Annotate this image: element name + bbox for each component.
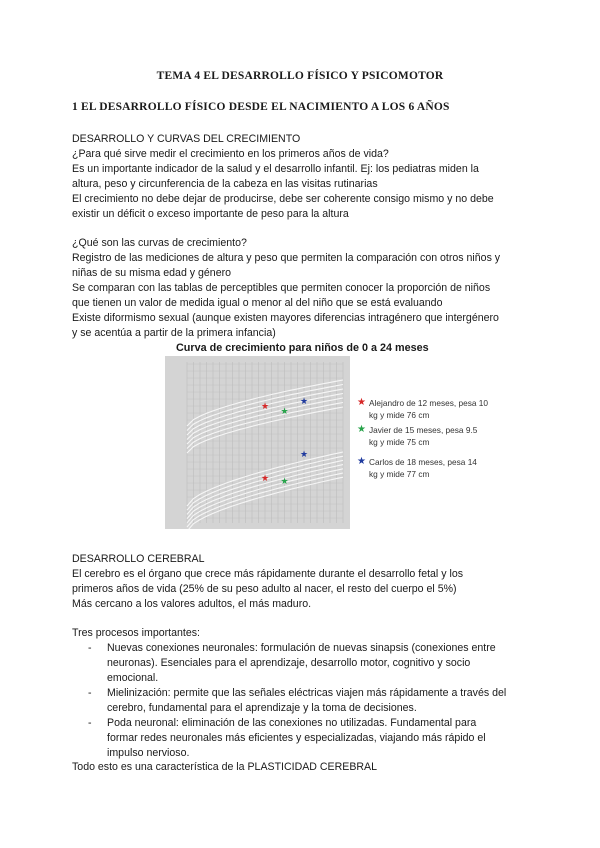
paragraph-line: Más cercano a los valores adultos, el más maduro. (72, 598, 312, 610)
list-item-line: impulso nervioso. (107, 747, 190, 759)
list-item (88, 641, 558, 686)
height-point-carlos: ★ (299, 397, 309, 407)
growth-section (72, 132, 542, 222)
legend-line: kg y mide 77 cm (369, 468, 430, 479)
paragraph-line: altura, peso y circunferencia de la cabeza en las visitas rutinarias (72, 178, 378, 190)
legend-line: Carlos de 18 meses, pesa 14 (369, 457, 477, 467)
list-dash: - (88, 642, 92, 654)
legend-item-alejandro (357, 398, 497, 421)
paragraph-line: Se comparan con las tablas de perceptibles que permiten conocer la proporción de niños (72, 282, 491, 294)
paragraph-line: ¿Para qué sirve medir el crecimiento en los primeros años de vida? (72, 148, 389, 160)
paragraph-line: Registro de las mediciones de altura y peso que permiten la comparación con otros niños y (72, 252, 501, 264)
list-dash: - (88, 687, 92, 699)
paragraph-line: existir un déficit o exceso importante de peso para la altura (72, 208, 349, 220)
paragraph-line: que tienen un valor de medida igual o menor al del niño que se está evaluando (72, 297, 443, 309)
processes-intro (72, 626, 542, 641)
curves-section (72, 236, 542, 341)
legend-line: Alejandro de 12 meses, pesa 10 (369, 398, 489, 408)
list-item-line: emocional. (107, 672, 159, 684)
height-point-javier: ★ (280, 407, 289, 417)
legend-line: kg y mide 75 cm (369, 436, 430, 447)
page-title: TEMA 4 EL DESARROLLO FÍSICO Y PSICOMOTOR (156, 70, 444, 82)
curves-question: ¿Qué son las curvas de crecimiento? (72, 237, 247, 249)
list-item-line: cerebro, fundamental para el aprendizaje y la toma de decisiones. (107, 702, 417, 714)
figure-title: Curva de crecimiento para niños de 0 a 24 meses (176, 342, 429, 354)
weight-point-javier: ★ (280, 477, 289, 487)
brain-section (72, 552, 542, 612)
processes-list (88, 641, 558, 761)
paragraph-line: El cerebro es el órgano que crece más rápidamente durante el desarrollo fetal y los (72, 568, 464, 580)
height-point-alejandro: ★ (260, 402, 270, 412)
paragraph-line: primeros años de vida (25% de su peso adulto al nacer, el resto del cuerpo el 5%) (72, 583, 457, 595)
closing-section (72, 760, 542, 775)
growth-chart (165, 356, 350, 529)
list-item-line: Nuevas conexiones neuronales: formulación de nuevas sinapsis (conexiones entre (107, 642, 496, 654)
legend-item-carlos (357, 457, 497, 480)
list-item-line: Mielinización: permite que las señales eléctricas viajen más rápidamente a través del (107, 687, 507, 699)
closing-line: Todo esto es una característica de la PLASTICIDAD CEREBRAL (72, 761, 377, 773)
list-item-line: formar redes neuronales más eficientes y especializadas, viajando más rápido el (107, 732, 486, 744)
star-icon: ★ (357, 424, 366, 435)
paragraph-line: Es un importante indicador de la salud y el desarrollo infantil. Ej: los pediatras miden la (72, 163, 479, 175)
list-item-line: Poda neuronal: eliminación de las conexiones no utilizadas. Fundamental para (107, 717, 477, 729)
paragraph-line: El crecimiento no debe dejar de producirse, debe ser coherente consigo mismo y no debe (72, 193, 494, 205)
list-item (88, 716, 558, 761)
section-title: 1 EL DESARROLLO FÍSICO DESDE EL NACIMIENTO A LOS 6 AÑOS (72, 101, 450, 113)
growth-heading: DESARROLLO Y CURVAS DEL CRECIMIENTO (72, 133, 301, 145)
legend-line: kg y mide 76 cm (369, 409, 430, 420)
list-item (88, 686, 558, 716)
legend-line: Javier de 15 meses, pesa 9.5 (369, 425, 478, 435)
paragraph-line: Tres procesos importantes: (72, 627, 200, 639)
star-icon: ★ (357, 456, 366, 467)
paragraph-line: Existe diformismo sexual (aunque existen mayores diferencias intragénero que intergénero (72, 312, 499, 324)
legend-item-javier (357, 425, 497, 448)
list-dash: - (88, 717, 92, 729)
paragraph-line: y se acentúa a partir de la primera infancia) (72, 327, 276, 339)
weight-point-alejandro: ★ (260, 474, 270, 484)
star-icon: ★ (357, 397, 366, 408)
weight-point-carlos: ★ (299, 450, 309, 460)
brain-heading: DESARROLLO CEREBRAL (72, 553, 205, 565)
list-item-line: neuronas). Esenciales para el aprendizaje, desarrollo motor, cognitivo y socio (107, 657, 471, 669)
paragraph-line: niñas de su misma edad y género (72, 267, 231, 279)
